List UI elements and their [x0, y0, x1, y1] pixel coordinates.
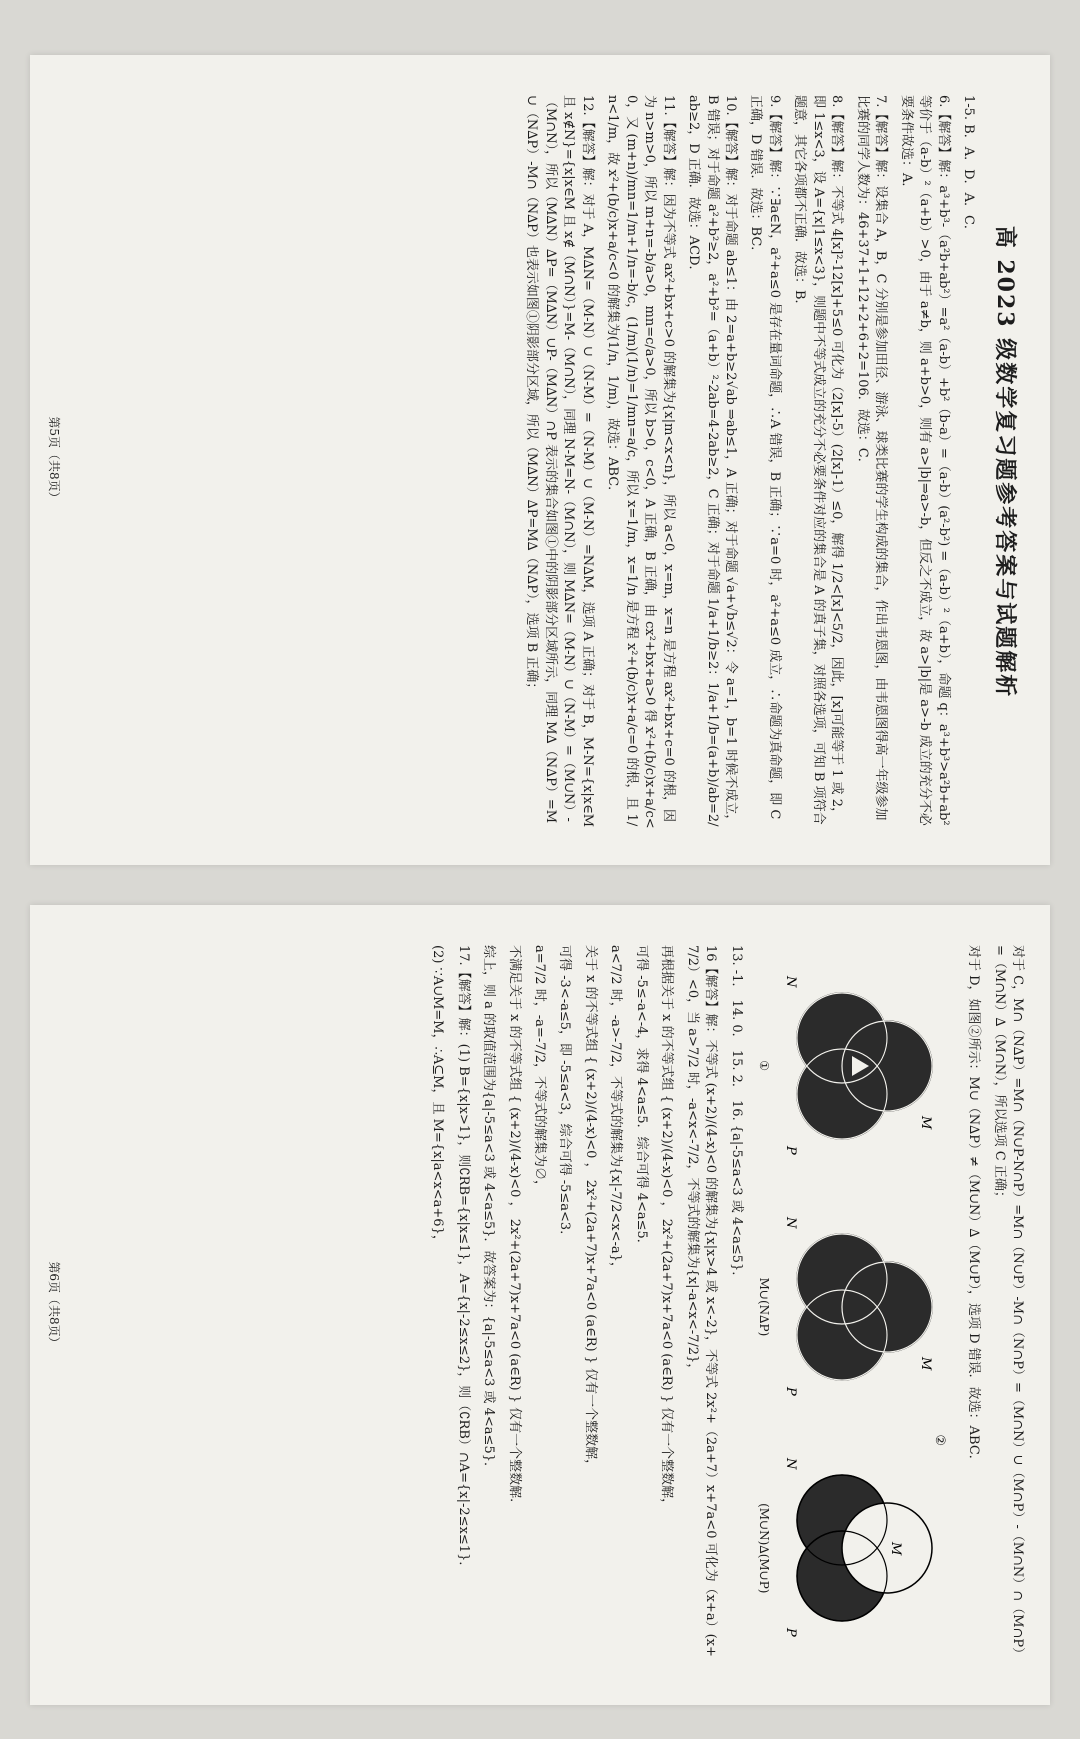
answer-line: 再根据关于 x 的不等式组 { (x+2)/(4-x)<0 ， 2x²+(2a+7)x+7a<0 (a∈R) } 仅有一个整数解， [659, 945, 675, 1512]
answer-line: 对于 C，M∩（N∆P）=M∩（N∪P-N∩P）=M∩（N∪P）-M∩（N∩P）=（M∩N）∪（M∩P）-（M∩N）∩（M∩P）=（M∩N）∆（M∩N），所以选项 C 正确； [991, 945, 1025, 1661]
answer-line: 7.【解答】解：设集合 A，B，C 分别是参加田径、游泳、球类比赛的学生构成的集合，作出韦恩图，由韦恩图得高一年级参加比赛的同学人数为：46+37+1+12+2+6+2=106．故选：C． [854, 95, 889, 821]
answer-line: (2) ∵A∪M=M，∴A⊆M，且 M={x|a<x<a+6}， [430, 945, 446, 1248]
venn-diagram-3 [756, 1434, 947, 1648]
answer-line: 10.【解答】解：对于命题 ab≤1：由 2=a+b≥2√ab ⇒ab≤1，A 正确；对于命题 √a+√b≤√2：令 a=1，b=1 时候不成立，B 错误；对于命题 a²+b²≥2，a²+b²=（a+b）²-2ab=4-2ab≥2，C 正确；对于命题 1/a+1/b≥2：1/a+1/b=(a+b)/ab=2/ab≥2，D 正确．故选：ACD． [686, 95, 739, 828]
venn-mark-2: ② [931, 1434, 947, 1446]
answer-line: 12.【解答】解：对于 A，M∆N=（M-N）∪（N-M）=（N-M）∪（M-N）=N∆M，选项 A 正确；对于 B，M-N={x|x∈M 且 x∉N}={x|x∈M 且 x∉（M∩N）}=M-（M∩N），同理 N-M=N-（M∩N），则 M∆N=（M-N）∪（N-M）=（M∪N）-（M∩N），所以（M∆N）∆P=（M∆N）∪P-（M∆N）∩P 表示的集合如图①中的阴影部分区域所示，同理 M∆（N∆P）=M∪（N∆P）-M∩（N∆P）也表示如图①阴影部分区域，所以（M∆N）∆P=M∆（N∆P），选项 B 正确； [524, 95, 595, 828]
venn-caption-3: (M∪N)∆(M∪P) [756, 1503, 771, 1594]
answer-line: 11.【解答】解：因为不等式 ax²+bx+c>0 的解集为{x|m<x<n}，所以 a<0，x=m，x=n 是方程 ax²+bx+c=0 的根，因为 n>m>0，所以 m+n=-b/a>0，mn=c/a>0，所以 b>0，c<0，A 正确，B 正确，由 cx²+bx+a>0 得 x²+(b/c)x+a/c<0，又 (m+n)/mn=1/m+1/n=-b/c，(1/m)(1/n)=1/mn=a/c，所以 x=1/m，x=1/n 是方程 x²+(b/c)x+a/c=0 的根，且 1/n<1/m，故 x²+(b/c)x+a/c<0 的解集为(1/n，1/m)，故选：ABC． [605, 95, 676, 829]
answer-line: a=7/2 时，-a=-7/2，不等式的解集为∅， [532, 945, 548, 1194]
answer-line: 17.【解答】解：(1) B={x|x>1}，则∁RB={x|x≤1}，A={x|-2≤x≤2}，则（∁RB）∩A={x|-2≤x≤1}． [455, 945, 471, 1575]
answer-line: 1-5. B．A．D．A．C． [961, 95, 976, 238]
answer-line: 可得 -3<-a≤5，即 -5≤a<3，综合可得 -5≤a<3． [557, 945, 573, 1244]
page-title: 高 2023 级数学复习题参考答案与试题解析 [992, 225, 1018, 699]
venn-diagram-1 [757, 966, 947, 1166]
answer-line: 关于 x 的不等式组 { (x+2)/(4-x)<0 ， 2x²+(2a+7)x+7a<0 (a∈R) } 仅有一个整数解， [582, 945, 598, 1473]
page-footer: 第6页（共8页） [47, 1261, 61, 1349]
venn-svg-2 [777, 1207, 947, 1407]
venn-label-p: P [782, 1145, 798, 1155]
answer-line: 不满足关于 x 的不等式组 { (x+2)/(4-x)<0 ， 2x²+(2a+7)x+7a<0 (a∈R) } 仅有一个整数解． [506, 945, 522, 1512]
answer-line: 8.【解答】解：不等式 4[x]²-12[x]+5≤0 可化为（2[x]-5）(2[x]-1）≤0，解得 1/2<[x]<5/2，因此，[x]可能等于 1 或 2，即 1≤x<3，设 A={x|1≤x<3}，则题中不等式成立的充分不必要条件对应的集合是 A 的真子集，对照各选项，可知 B 项符合题意，其它各项都不正确．故选：B． [792, 95, 845, 825]
venn-diagram-2 [757, 1207, 947, 1407]
venn-mark-1: ① [756, 1060, 771, 1072]
venn-svg-3 [777, 1448, 947, 1648]
venn-label-n: N [782, 1216, 798, 1229]
page-6-content [30, 905, 1050, 1705]
answer-line: 对于 D，如图②所示：M∪（N∆P）≠（M∪N）∆（M∪P），选项 D 错误．故选：ABC． [966, 945, 982, 1468]
answer-line: 9.【解答】解：∵∃a∈N，a²+a≤0 是存在量词命题，∴A 错误，B 正确；∵a=0 时，a²+a≤0 成立，∴命题为真命题，即 C 正确，D 错误．故选：BC． [748, 95, 782, 820]
answer-line: 6.【解答】解：a³+b³-（a²b+ab²）=a²（a-b）+b²（b-a）=（a-b）(a²-b²) =（a-b）²（a+b），命题 q：a³+b³>a²b+ab² 等价于（a-b）²（a+b）>0，由于 a≠b，则 a+b>0，则有 a>|b|⇒a>-b，但反之不成立，故 a>|b|是 a>-b 成立的充分不必要条件故选：A． [898, 95, 951, 826]
answer-line: 可得 -5≤-a<-4，求得 4<a≤5．综合可得 4<a≤5． [633, 945, 649, 1252]
answer-line: 16【解答】解：不等式 (x+2)/(4-x)<0 的解集为{x|x>4 或 x<-2}，不等式 2x²+（2a+7）x+7a<0 可化为（x+a）(x+7/2）<0，当 a>7/2 时，-a<x<-7/2，不等式的解集为{x|-a<x<-7/2}， [684, 945, 719, 1657]
answer-line: a<7/2 时，-a>-7/2，不等式的解集为{x|-7/2<x<-a}， [608, 945, 624, 1275]
venn-label-n: N [782, 975, 798, 988]
page-footer: 第5页（共8页） [47, 416, 61, 504]
venn-diagrams [757, 945, 957, 1669]
answer-line: 综上，则 a 的取值范围为{a|-5≤a<3 或 4<a≤5}．故答案为：{a|-5≤a<3 或 4<a≤5}． [481, 945, 497, 1475]
page-5-content [30, 55, 1050, 865]
answer-sheet-page-5 [30, 55, 1050, 865]
venn-label-p: P [782, 1386, 798, 1396]
venn-label-m: M [917, 1356, 933, 1371]
venn-label-m: M [887, 1542, 903, 1556]
answer-line: 13. -1． 14. 0． 15. 2． 16. {a|-5≤a<3 或 4<a≤5}． [728, 945, 744, 1285]
venn-caption-2: M∪(N∆P) [756, 1277, 771, 1337]
venn-label-m: M [917, 1115, 933, 1129]
venn-label-p: P [782, 1628, 798, 1638]
venn-label-n: N [782, 1458, 798, 1470]
answer-sheet-page-6 [30, 905, 1050, 1705]
venn-svg-1 [777, 966, 947, 1166]
